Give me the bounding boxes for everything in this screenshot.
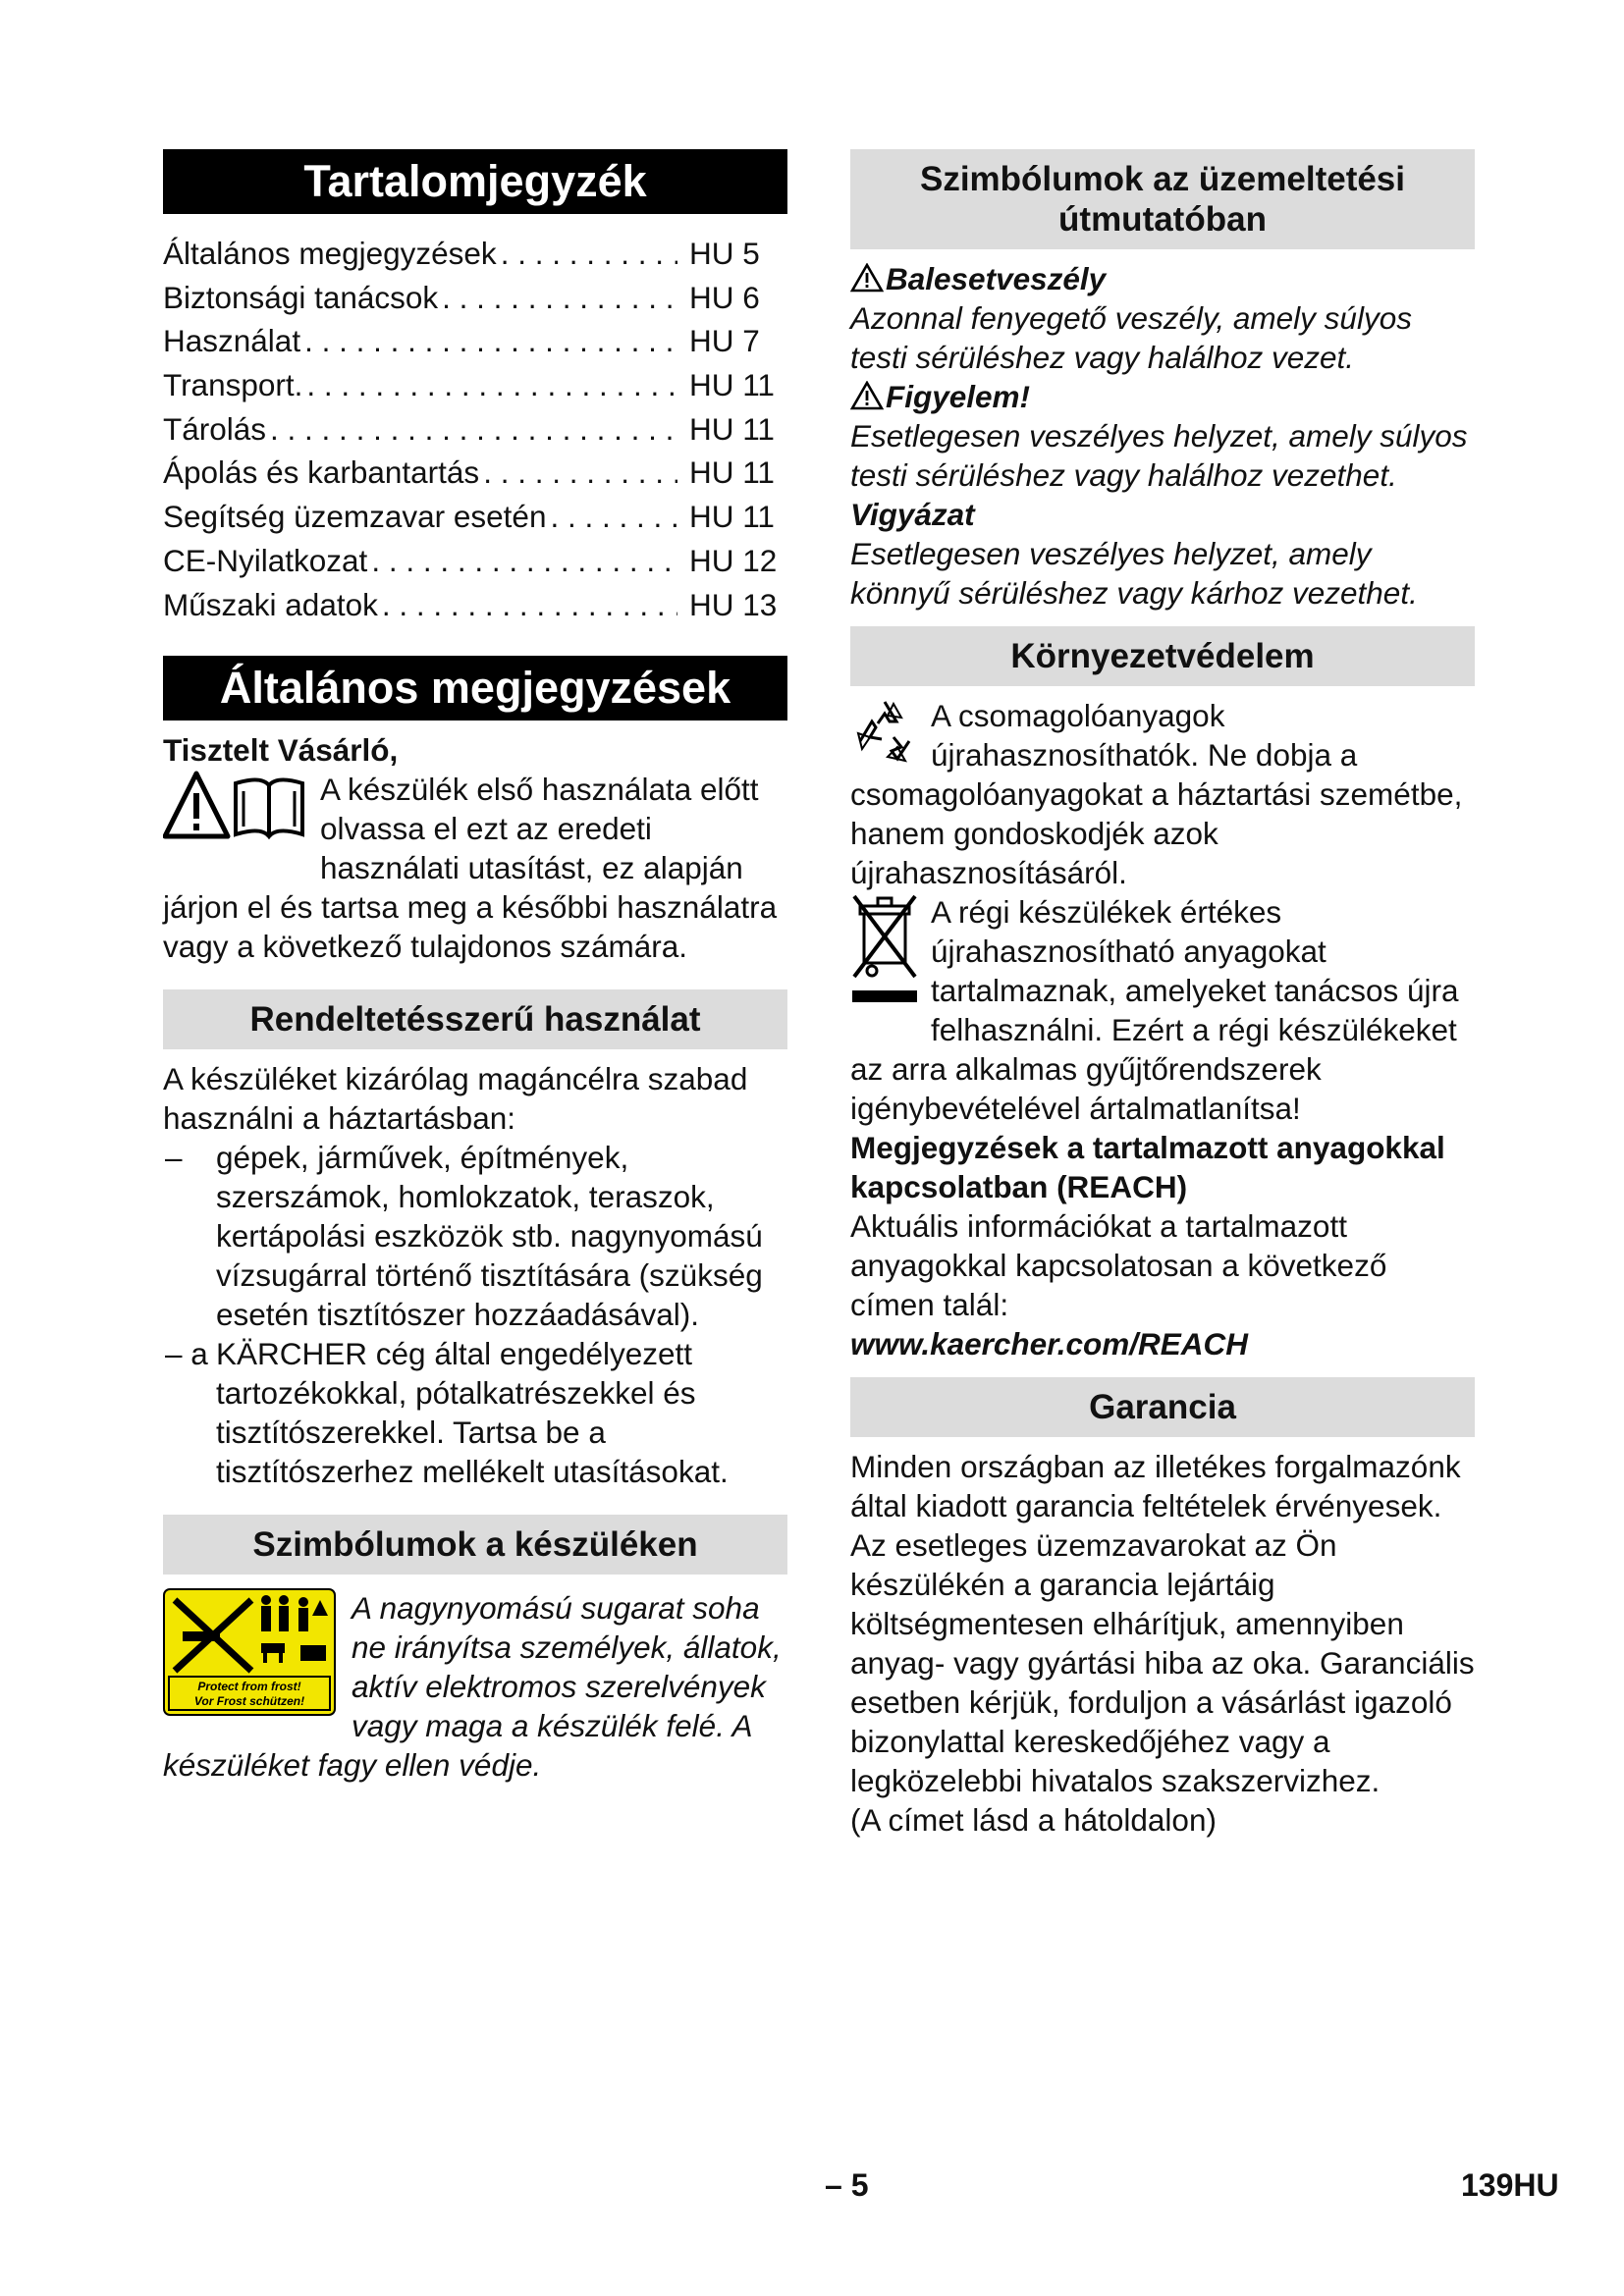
toc-leader-dots <box>300 319 677 363</box>
danger-label-text: Balesetveszély <box>886 261 1107 296</box>
danger-label <box>850 259 1475 298</box>
toc-row <box>163 407 787 452</box>
warning-label <box>850 377 1475 416</box>
warranty-heading: Garancia <box>850 1377 1475 1437</box>
list-item-text: gépek, járművek, építmények, szerszámok, homlokzatok, teraszok, kertápolási eszközök stb. nagynyomású vízsugárral történő tisztítására (szükség esetén tisztítószer hozzáadásával). <box>216 1140 763 1333</box>
device-symbols-paragraph <box>163 1588 787 1785</box>
general-heading: Általános megjegyzések <box>163 656 787 721</box>
toc-item-title: Segítség üzemzavar esetén <box>163 499 547 535</box>
list-dash: – <box>165 1140 183 1176</box>
toc-leader-dots <box>497 232 677 276</box>
warranty-text: Minden országban az illetékes forgalmazónk által kiadott garancia feltételek érvényesek. Az esetleges üzemzavarokat az Ön készülékén a garancia lejártáig költségmentesen elhárítjuk, amennyiben anyag- vagy gyártási hiba az oka. Garanciális esetben kérjük, forduljon a vásárlást igazoló bizonylattal kereskedőjéhez vagy a legközelebbi hivatalos szakszervizhez. <box>850 1449 1475 1798</box>
toc-leader-dots <box>546 495 677 539</box>
toc-item-title: Általános megjegyzések <box>163 236 497 271</box>
old-devices-text: A régi készülékek értékes újrahasznosítható anyagokat tartalmaznak, amelyeket tanácsos újra felhasználni. Ezért a régi készülékeket az arra alkalmas gyűjtőrendszerek igénybevételével ártalmatlanítsa! <box>850 894 1459 1126</box>
crossed-bin-icon <box>850 892 919 1017</box>
frost-sign-line1: Protect from frost! <box>197 1680 301 1694</box>
toc-row <box>163 539 787 583</box>
left-column <box>163 149 787 1785</box>
document-code: 139HU <box>1461 2167 1559 2203</box>
toc-leader-dots <box>438 276 677 320</box>
toc-leader-dots <box>367 539 677 583</box>
toc-leader-dots <box>378 583 677 627</box>
toc-item-page: HU 7 <box>689 323 760 359</box>
toc-row <box>163 232 787 276</box>
greeting: Tisztelt Vásárló, <box>163 732 399 769</box>
toc-row <box>163 495 787 539</box>
toc-item-page: HU 12 <box>689 542 778 578</box>
toc-row <box>163 363 787 407</box>
toc-item-page: HU 11 <box>689 499 775 535</box>
toc-item-page: HU 11 <box>689 454 775 491</box>
toc-item-title: Transport. <box>163 367 303 403</box>
old-devices-paragraph <box>850 892 1475 1128</box>
toc-item-page: HU 11 <box>689 410 775 447</box>
recycle-icon <box>850 696 919 774</box>
toc-item-title: Ápolás és karbantartás <box>163 454 480 491</box>
warning-label-text: Figyelem! <box>886 379 1031 414</box>
toc-leader-dots <box>479 451 677 495</box>
right-column <box>850 149 1475 1840</box>
toc-item-page: HU 5 <box>689 236 760 271</box>
reach-heading: Megjegyzések a tartalmazott anyagokkal kapcsolatban (REACH) <box>850 1130 1445 1204</box>
general-text: A készülék első használata előtt olvassa el ezt az eredeti használati utasítást, ez alapján járjon el és tartsa meg a későbbi használatra vagy a következő tulajdonos számára. <box>163 772 778 965</box>
caution-text: Esetlegesen veszélyes helyzet, amely könnyű sérüléshez vagy kárhoz vezethet. <box>850 536 1418 611</box>
warning-triangle-icon <box>850 381 884 410</box>
toc-item-title: Biztonsági tanácsok <box>163 279 439 315</box>
toc-item-title: Használat <box>163 323 301 359</box>
toc-row <box>163 319 787 363</box>
toc-item-title: Műszaki adatok <box>163 586 378 622</box>
toc-leader-dots <box>302 363 677 407</box>
reach-url: www.kaercher.com/REACH <box>850 1326 1248 1362</box>
device-symbols-heading: Szimbólumok a készüléken <box>163 1515 787 1575</box>
list-dash: – a <box>165 1336 208 1372</box>
toc-item-page: HU 11 <box>689 367 775 403</box>
general-paragraph <box>163 770 787 966</box>
device-symbols-text: A nagynyomású sugarat soha ne irányítsa személyek, állatok, aktív elektromos szerelvények vagy maga a készülék felé. A készüléket fagy ellen védje. <box>163 1590 782 1784</box>
toc-row <box>163 451 787 495</box>
caution-label: Vigyázat <box>850 497 975 532</box>
toc-item-page: HU 13 <box>689 586 778 622</box>
intended-use-heading: Rendeltetésszerű használat <box>163 989 787 1049</box>
toc-item-title: CE-Nyilatkozat <box>163 542 368 578</box>
manual-symbols-heading: Szimbólumok az üzemeltetési útmutatóban <box>850 149 1475 249</box>
intended-use-intro: A készüléket kizárólag magáncélra szabad használni a háztartásban: <box>163 1061 748 1137</box>
list-item <box>163 1334 787 1491</box>
warning-triangle-icon <box>850 263 884 293</box>
toc-heading: Tartalomjegyzék <box>163 149 787 214</box>
toc-leader-dots <box>266 407 677 452</box>
intended-use-list <box>163 1138 787 1491</box>
toc-row <box>163 276 787 320</box>
warning-manual-icon <box>163 770 308 849</box>
frost-sign-line2: Vor Frost schützen! <box>193 1694 305 1709</box>
warranty-address-note: (A címet lásd a hátoldalon) <box>850 1802 1217 1838</box>
packaging-paragraph <box>850 696 1475 892</box>
toc-item-title: Tárolás <box>163 410 267 447</box>
toc-item-page: HU 6 <box>689 279 760 315</box>
warning-text: Esetlegesen veszélyes helyzet, amely súlyos testi sérüléshez vagy halálhoz vezethet. <box>850 418 1468 493</box>
packaging-text: A csomagolóanyagok újrahasznosíthatók. Ne dobja a csomagolóanyagokat a háztartási szemétbe, hanem gondoskodjék azok újrahasznosításáról. <box>850 698 1463 890</box>
page-number: – 5 <box>825 2167 869 2203</box>
list-item-text: KÄRCHER cég által engedélyezett tartozékokkal, pótalkatrészekkel és tisztítószerekkel. Tartsa be a tisztítószerhez mellékelt utasításokat. <box>216 1336 729 1490</box>
danger-text: Azonnal fenyegető veszély, amely súlyos testi sérüléshez vagy halálhoz vezet. <box>850 300 1412 375</box>
list-item <box>163 1138 787 1334</box>
toc-row <box>163 583 787 627</box>
environment-heading: Környezetvédelem <box>850 626 1475 686</box>
reach-text: Aktuális információkat a tartalmazott anyagokkal kapcsolatosan a következő címen talál: <box>850 1208 1387 1322</box>
table-of-contents <box>163 232 787 626</box>
frost-warning-sign-icon <box>163 1588 336 1725</box>
